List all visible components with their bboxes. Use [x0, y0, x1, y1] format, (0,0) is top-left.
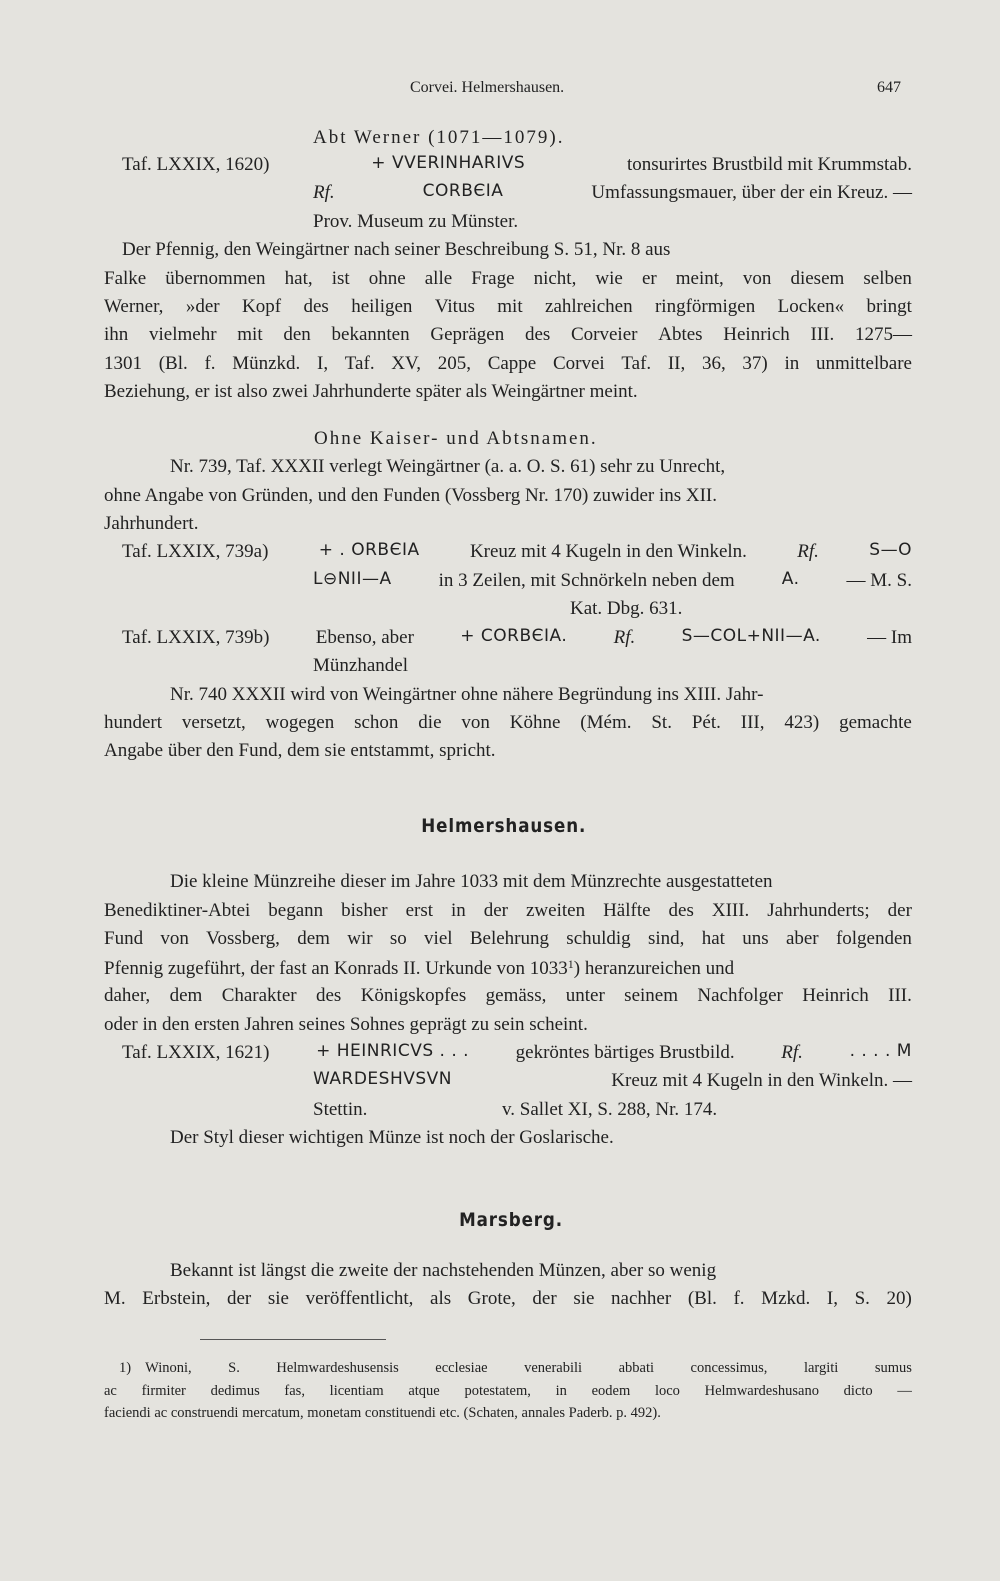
word: mit [237, 324, 263, 345]
word: Münzkd. [232, 353, 301, 374]
word: M. [104, 1288, 126, 1309]
word: ecclesiae [435, 1360, 488, 1376]
paragraph-line [104, 325, 912, 344]
word: Taf. [344, 353, 375, 374]
word: des [668, 900, 694, 921]
word: (Bl. [158, 353, 188, 374]
section-heading-marsberg: Marsberg. [459, 1209, 564, 1231]
word: hundert [104, 712, 163, 733]
word: Helmwardeshusensis [276, 1360, 399, 1376]
word: hat, [284, 268, 313, 289]
paragraph-line [104, 1289, 912, 1308]
paragraph-line: Bekannt ist längst die zweite der nachstehenden Münzen, aber so wenig [170, 1260, 717, 1281]
paragraph-line: Nr. 739, Taf. XXXII verlegt Weingärtner (a. a. O. S. 61) sehr zu Unrecht, [170, 456, 726, 477]
text-run: Pfennig zugeführt, der fast an Konrads II. Urkunde von 1033 [104, 958, 568, 979]
word: als [430, 1288, 452, 1309]
section-heading-ohne: Ohne Kaiser- und Abtsnamen. [314, 428, 598, 449]
word: fas, [284, 1383, 305, 1399]
coin-description: Ebenso, aber [315, 627, 414, 648]
word: den [283, 324, 311, 345]
coin-legend: S—COL+NII—A. [681, 626, 821, 646]
paragraph-line [104, 901, 912, 920]
word: begann [268, 900, 324, 921]
paragraph-line: Nr. 740 XXXII wird von Weingärtner ohne nähere Begründung ins XIII. Jahr- [170, 684, 764, 705]
word: Jahrhunderts; [767, 900, 870, 921]
word: von [160, 928, 189, 949]
word: ist [331, 268, 350, 289]
coin-location: — Im [867, 627, 912, 648]
word: Taf. [621, 353, 652, 374]
coin-letter: A. [781, 569, 800, 589]
paragraph-line: Der Pfennig, den Weingärtner nach seiner Beschreibung S. 51, Nr. 8 aus [122, 239, 671, 260]
word: des [315, 985, 342, 1006]
coin-entry-739b [122, 628, 912, 647]
word: versetzt, [181, 712, 246, 733]
word: unmittelbare [815, 353, 912, 374]
word: hat [701, 928, 725, 949]
word: (Bl. [687, 1288, 717, 1309]
coin-legend: . . . . M [849, 1041, 912, 1061]
word: III. [888, 985, 912, 1006]
word: dem [297, 928, 330, 949]
word: III, [740, 712, 765, 733]
coin-entry-1621-cont [313, 1071, 912, 1090]
word: atque [408, 1383, 440, 1399]
coin-description: Kreuz mit 4 Kugeln in den Winkeln. [469, 541, 747, 562]
word: Köhne [509, 712, 561, 733]
plate-ref: Taf. LXXIX, 739a) [122, 541, 269, 562]
paragraph-line [104, 354, 912, 373]
word: II, [667, 353, 686, 374]
word: so [389, 928, 407, 949]
footnote-line: faciendi ac construendi mercatum, monetam constituendi etc. (Schaten, annales Paderb. p. 492). [104, 1405, 661, 1421]
word: 20) [886, 1288, 912, 1309]
coin-legend: + . ORBЄIA [318, 540, 420, 560]
word: concessimus, [690, 1360, 768, 1376]
word: Pét. [691, 712, 721, 733]
word: Erbstein, [142, 1288, 211, 1309]
paragraph-line [104, 269, 912, 288]
word: Helmwardeshusano [704, 1383, 819, 1399]
word: aber [785, 928, 819, 949]
word: Heinrich [723, 324, 790, 345]
coin-location: — M. S. [846, 570, 912, 591]
word: der [483, 900, 509, 921]
word: »der [185, 296, 220, 317]
word: schuldig [566, 928, 631, 949]
word: der [887, 900, 912, 921]
word: Kopf [242, 296, 282, 317]
word: Vossberg, [206, 928, 280, 949]
coin-entry-1621-location: Stettin. [313, 1099, 368, 1120]
word: Abtes [658, 324, 703, 345]
word: licentiam [329, 1383, 384, 1399]
word: daher, [104, 985, 151, 1006]
word: 37) [742, 353, 768, 374]
word: bekannten [331, 324, 410, 345]
word: ac [104, 1383, 117, 1399]
coin-entry-739b-location: Münzhandel [313, 655, 408, 676]
word: XV, [391, 353, 422, 374]
word: der [532, 1288, 557, 1309]
word: Königskopfes [360, 985, 467, 1006]
word: III. [810, 324, 835, 345]
word: Heinrich [802, 985, 869, 1006]
text-run: ) heranzureichen und [573, 958, 735, 979]
coin-entry-1620-reverse [313, 183, 912, 202]
word: S. [854, 1288, 870, 1309]
word: vielmehr [149, 324, 217, 345]
word: firmiter [141, 1383, 186, 1399]
word: bisher [341, 900, 388, 921]
coin-entry-739a-cont [313, 571, 912, 590]
word: die [418, 712, 442, 733]
coin-entry-1620-location: Prov. Museum zu Münster. [313, 211, 519, 232]
coin-description: Umfassungsmauer, über der ein Kreuz. — [591, 182, 912, 203]
word: (Mém. [580, 712, 632, 733]
reverse-marker: Rf. [613, 627, 636, 648]
footnote-rule [200, 1339, 386, 1340]
word: Belehrung [469, 928, 549, 949]
word: — [897, 1383, 912, 1399]
word: gemäss, [485, 985, 547, 1006]
word: in [450, 900, 466, 921]
word: largiti [803, 1360, 839, 1376]
word: St. [651, 712, 672, 733]
word: zweiten [526, 900, 586, 921]
running-title: Corvei. Helmershausen. [410, 79, 565, 96]
word: des [303, 296, 329, 317]
plate-ref: Taf. LXXIX, 739b) [122, 627, 270, 648]
footnote-marker: 1) [119, 1360, 132, 1376]
footnote-ref: 1 [567, 957, 574, 971]
coin-entry-739a-catalogue: Kat. Dbg. 631. [570, 598, 683, 619]
word: I, [826, 1288, 838, 1309]
word: abbati [618, 1360, 655, 1376]
coin-entry-1620 [122, 155, 912, 174]
word: heiligen [351, 296, 413, 317]
word: ringförmigen [654, 296, 756, 317]
word: nicht, [533, 268, 577, 289]
word: sie [573, 1288, 595, 1309]
section-heading-werner: Abt Werner (1071—1079). [313, 127, 565, 148]
word: seinem [624, 985, 678, 1006]
word: sumus [874, 1360, 912, 1376]
word: schon [354, 712, 399, 733]
word: meint, [675, 268, 724, 289]
word: dicto [843, 1383, 873, 1399]
word: bringt [866, 296, 912, 317]
coin-entry-1621-reference: v. Sallet XI, S. 288, Nr. 174. [502, 1099, 718, 1120]
paragraph-line: Jahrhundert. [104, 513, 199, 534]
word: Mzkd. [761, 1288, 811, 1309]
coin-description: tonsurirtes Brustbild mit Krummstab. [626, 154, 912, 175]
word: erst [405, 900, 433, 921]
word: Locken« [777, 296, 845, 317]
word: wie [595, 268, 623, 289]
word: sie [267, 1288, 289, 1309]
page-number: 647 [877, 79, 901, 96]
word: selben [863, 268, 912, 289]
coin-legend: + HEINRICVS . . . [316, 1041, 470, 1061]
word: unter [565, 985, 605, 1006]
word: 205, [437, 353, 471, 374]
word: Hälfte [603, 900, 651, 921]
word: übernommen [165, 268, 266, 289]
word: S. [228, 1360, 240, 1376]
word: dem [169, 985, 203, 1006]
word: potestatem, [464, 1383, 531, 1399]
word: von [742, 268, 772, 289]
footnote-line [119, 1361, 912, 1376]
coin-description: gekröntes bärtiges Brustbild. [515, 1042, 735, 1063]
coin-legend: + CORBЄIA. [460, 626, 568, 646]
paragraph-line: Angabe über den Fund, dem sie entstammt, spricht. [104, 740, 496, 761]
coin-legend: WARDESHVSVN [313, 1069, 452, 1089]
coin-entry-739a [122, 542, 912, 561]
footnote-text [145, 1361, 912, 1376]
word: zahlreichen [545, 296, 633, 317]
reverse-marker: Rf. [781, 1042, 803, 1063]
word: XIII. [711, 900, 750, 921]
paragraph-line [104, 929, 912, 948]
paragraph-line [104, 958, 734, 978]
coin-description: in 3 Zeilen, mit Schnörkeln neben dem [438, 570, 735, 591]
word: ihn [104, 324, 129, 345]
word: 423) [784, 712, 820, 733]
word: sind, [647, 928, 685, 949]
coin-legend: CORBЄIA [422, 181, 504, 201]
word: diesem [790, 268, 845, 289]
word: der [226, 1288, 252, 1309]
word: venerabili [524, 1360, 583, 1376]
reverse-marker: Rf. [313, 182, 335, 203]
word: Vitus [434, 296, 475, 317]
word: 1301 [104, 353, 142, 374]
paragraph-line [104, 986, 912, 1005]
word: er [641, 268, 657, 289]
word: von [461, 712, 490, 733]
word: Winoni, [145, 1360, 192, 1376]
paragraph-line [104, 713, 912, 732]
word: Frage [471, 268, 515, 289]
paragraph-line [104, 297, 912, 316]
word: 36, [701, 353, 726, 374]
word: viel [424, 928, 453, 949]
word: in [555, 1383, 567, 1399]
coin-entry-1621 [122, 1043, 912, 1062]
word: Falke [104, 268, 147, 289]
word: uns [742, 928, 769, 949]
word: Corvei [552, 353, 605, 374]
word: alle [424, 268, 453, 289]
word: gemachte [839, 712, 912, 733]
word: I, [317, 353, 329, 374]
coin-legend: + VVERINHARIVS [371, 153, 526, 173]
word: wir [347, 928, 373, 949]
word: Nachfolger [697, 985, 783, 1006]
word: mit [497, 296, 523, 317]
word: Werner, [104, 296, 164, 317]
word: Corveier [571, 324, 638, 345]
reverse-marker: Rf. [797, 541, 819, 562]
word: in [784, 353, 800, 374]
word: dedimus [210, 1383, 260, 1399]
word: f. [733, 1288, 745, 1309]
word: veröffentlicht, [305, 1288, 414, 1309]
word: Geprägen [430, 324, 505, 345]
paragraph-line: Beziehung, er ist also zwei Jahrhunderte später als Weingärtner meint. [104, 381, 638, 402]
coin-legend: L⊖NII—A [313, 569, 392, 589]
footnote-line [104, 1384, 912, 1399]
paragraph-line: ohne Angabe von Gründen, und den Funden (Vossberg Nr. 170) zuwider ins XII. [104, 485, 718, 506]
word: Fund [104, 928, 144, 949]
word: f. [204, 353, 216, 374]
paragraph-line: Der Styl dieser wichtigen Münze ist noch der Goslarische. [170, 1127, 614, 1148]
word: eodem [591, 1383, 631, 1399]
word: 1275— [854, 324, 912, 345]
paragraph-line: oder in den ersten Jahren seines Sohnes geprägt zu sein scheint. [104, 1014, 588, 1035]
word: Charakter [221, 985, 297, 1006]
word: Benediktiner-Abtei [104, 900, 251, 921]
word: folgenden [835, 928, 912, 949]
paragraph-line: Die kleine Münzreihe dieser im Jahre 1033 mit dem Münzrechte ausgestatteten [170, 871, 773, 892]
coin-description: Kreuz mit 4 Kugeln in den Winkeln. — [611, 1070, 912, 1091]
coin-legend: S—O [869, 540, 912, 560]
section-heading-helmershausen: Helmershausen. [421, 815, 587, 837]
word: des [524, 324, 551, 345]
word: Cappe [487, 353, 537, 374]
word: loco [654, 1383, 680, 1399]
plate-ref: Taf. LXXIX, 1620) [122, 154, 270, 175]
word: Grote, [467, 1288, 516, 1309]
plate-ref: Taf. LXXIX, 1621) [122, 1042, 270, 1063]
word: wogegen [265, 712, 335, 733]
word: ohne [368, 268, 406, 289]
word: nachher [611, 1288, 672, 1309]
